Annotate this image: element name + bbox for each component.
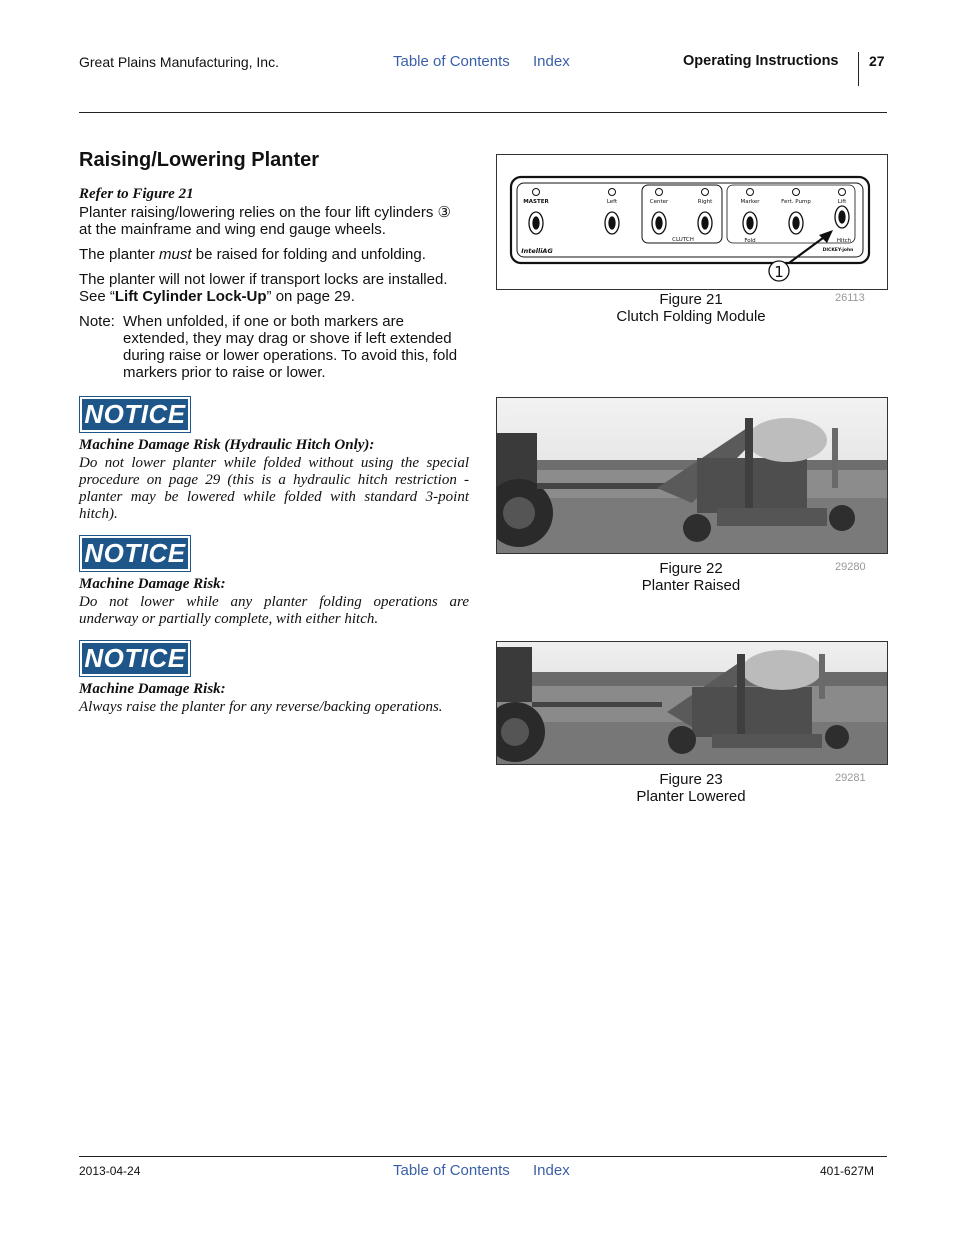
index-link[interactable]: Index <box>533 53 570 70</box>
page-number: 27 <box>869 53 885 69</box>
notice-1-line: procedure on page 29 (this is a hydraulic hitch restriction - <box>79 472 469 488</box>
figure-22-number: 29280 <box>835 561 866 573</box>
notice-3-text <box>79 699 479 716</box>
note-label: Note: <box>79 313 115 330</box>
notice-1-line: Do not lower planter while folded without using the special <box>79 455 469 471</box>
paragraph-2-emphasis: must <box>159 246 192 263</box>
figure-21-caption <box>496 291 886 325</box>
paragraph-1 <box>79 204 479 238</box>
switch-label: Center <box>649 199 669 205</box>
note-line-3: during raise or lower operations. To avoid this, fold <box>123 347 458 364</box>
figure-23-caption-text: Planter Lowered <box>636 788 746 805</box>
paragraph-1-line-1: Planter raising/lowering relies on the four lift cylinders ③ <box>79 204 451 221</box>
company-name: Great Plains Manufacturing, Inc. <box>79 54 279 70</box>
header-rule <box>79 112 887 113</box>
figure-23-photo <box>496 641 888 765</box>
switch-label: Lift <box>837 199 847 205</box>
paragraph-2 <box>79 246 479 263</box>
notice-3-line: Always raise the planter for any reverse/backing operations. <box>79 699 443 715</box>
intelliag-logo: IntelliAG <box>521 247 553 255</box>
paragraph-3-line-2 <box>79 288 479 305</box>
notice-1-heading: Machine Damage Risk (Hydraulic Hitch Only): <box>79 437 375 453</box>
figure-21-title: Figure 21 <box>659 291 723 308</box>
footer-toc-link[interactable]: Table of Contents <box>393 1162 510 1179</box>
footer-date: 2013-04-24 <box>79 1164 141 1178</box>
figure-21-number: 26113 <box>835 292 865 304</box>
switch-label: Right <box>697 199 713 205</box>
page-title: Raising/Lowering Planter <box>79 149 320 171</box>
notice-2-line: Do not lower while any planter folding operations are <box>79 594 469 610</box>
fold-label: Fold <box>744 238 756 244</box>
paragraph-3 <box>79 271 479 305</box>
lift-cylinder-lockup-ref[interactable]: Lift Cylinder Lock-Up <box>114 288 267 305</box>
paragraph-2-end: be raised for folding and unfolding. <box>191 246 426 263</box>
notice-badge-3: NOTICE <box>80 641 190 676</box>
figure-21-caption-text: Clutch Folding Module <box>616 308 766 325</box>
footer-index-link[interactable]: Index <box>533 1162 570 1179</box>
figure-21-panel <box>496 154 888 290</box>
paragraph-3-page: ” on page 29. <box>266 288 355 305</box>
planter-raised-photo <box>497 398 887 553</box>
notice-1-text <box>79 455 469 523</box>
switch-label: MASTER <box>523 199 549 205</box>
switch-label: Fert. Pump <box>781 199 811 205</box>
notice-2-line: underway or partially complete, with either hitch. <box>79 611 379 627</box>
toc-link[interactable]: Table of Contents <box>393 53 510 70</box>
note-line-1: When unfolded, if one or both markers are <box>123 313 404 330</box>
note-block <box>79 313 479 381</box>
paragraph-1-line-2: at the mainframe and wing end gauge wheels. <box>79 221 386 238</box>
figure-22-title: Figure 22 <box>659 560 723 577</box>
refer-figure: Refer to Figure 21 <box>79 186 194 202</box>
paragraph-2-start: The planter <box>79 246 160 263</box>
section-title: Operating Instructions <box>683 53 839 69</box>
planter-lowered-photo <box>497 642 887 764</box>
switch-label: Marker <box>740 199 760 205</box>
clutch-label: CLUTCH <box>672 237 694 243</box>
clutch-module-illustration <box>497 155 887 289</box>
figure-23-number: 29281 <box>835 772 866 784</box>
doc-number: 401-627M <box>820 1164 875 1178</box>
notice-1-line: planter may be lowered while folded with standard 3-point <box>79 489 469 505</box>
dickey-john-logo: DICKEY-john <box>822 248 854 253</box>
note-line-2: extended, they may drag or shove if left extended <box>123 330 452 347</box>
switch-label: Left <box>606 199 618 205</box>
header-divider <box>858 52 859 86</box>
figure-23-title: Figure 23 <box>659 771 723 788</box>
note-line-4: markers prior to raise or lower. <box>123 364 326 381</box>
notice-badge-1: NOTICE <box>80 397 190 432</box>
figure-22-photo <box>496 397 888 554</box>
figure-22-caption <box>496 560 886 594</box>
figure-22-caption-text: Planter Raised <box>641 577 741 594</box>
notice-2-heading: Machine Damage Risk: <box>79 576 226 592</box>
figure-23-caption <box>496 771 886 805</box>
paragraph-3-see: See “ <box>79 288 115 305</box>
footer-rule <box>79 1156 887 1157</box>
notice-badge-2: NOTICE <box>80 536 190 571</box>
callout-number: 1 <box>774 263 784 281</box>
hitch-label: Hitch <box>836 238 852 244</box>
notice-2-text <box>79 594 469 628</box>
notice-1-line: hitch). <box>79 506 118 522</box>
paragraph-3-line-1: The planter will not lower if transport locks are installed. <box>79 271 448 288</box>
notice-3-heading: Machine Damage Risk: <box>79 681 226 697</box>
